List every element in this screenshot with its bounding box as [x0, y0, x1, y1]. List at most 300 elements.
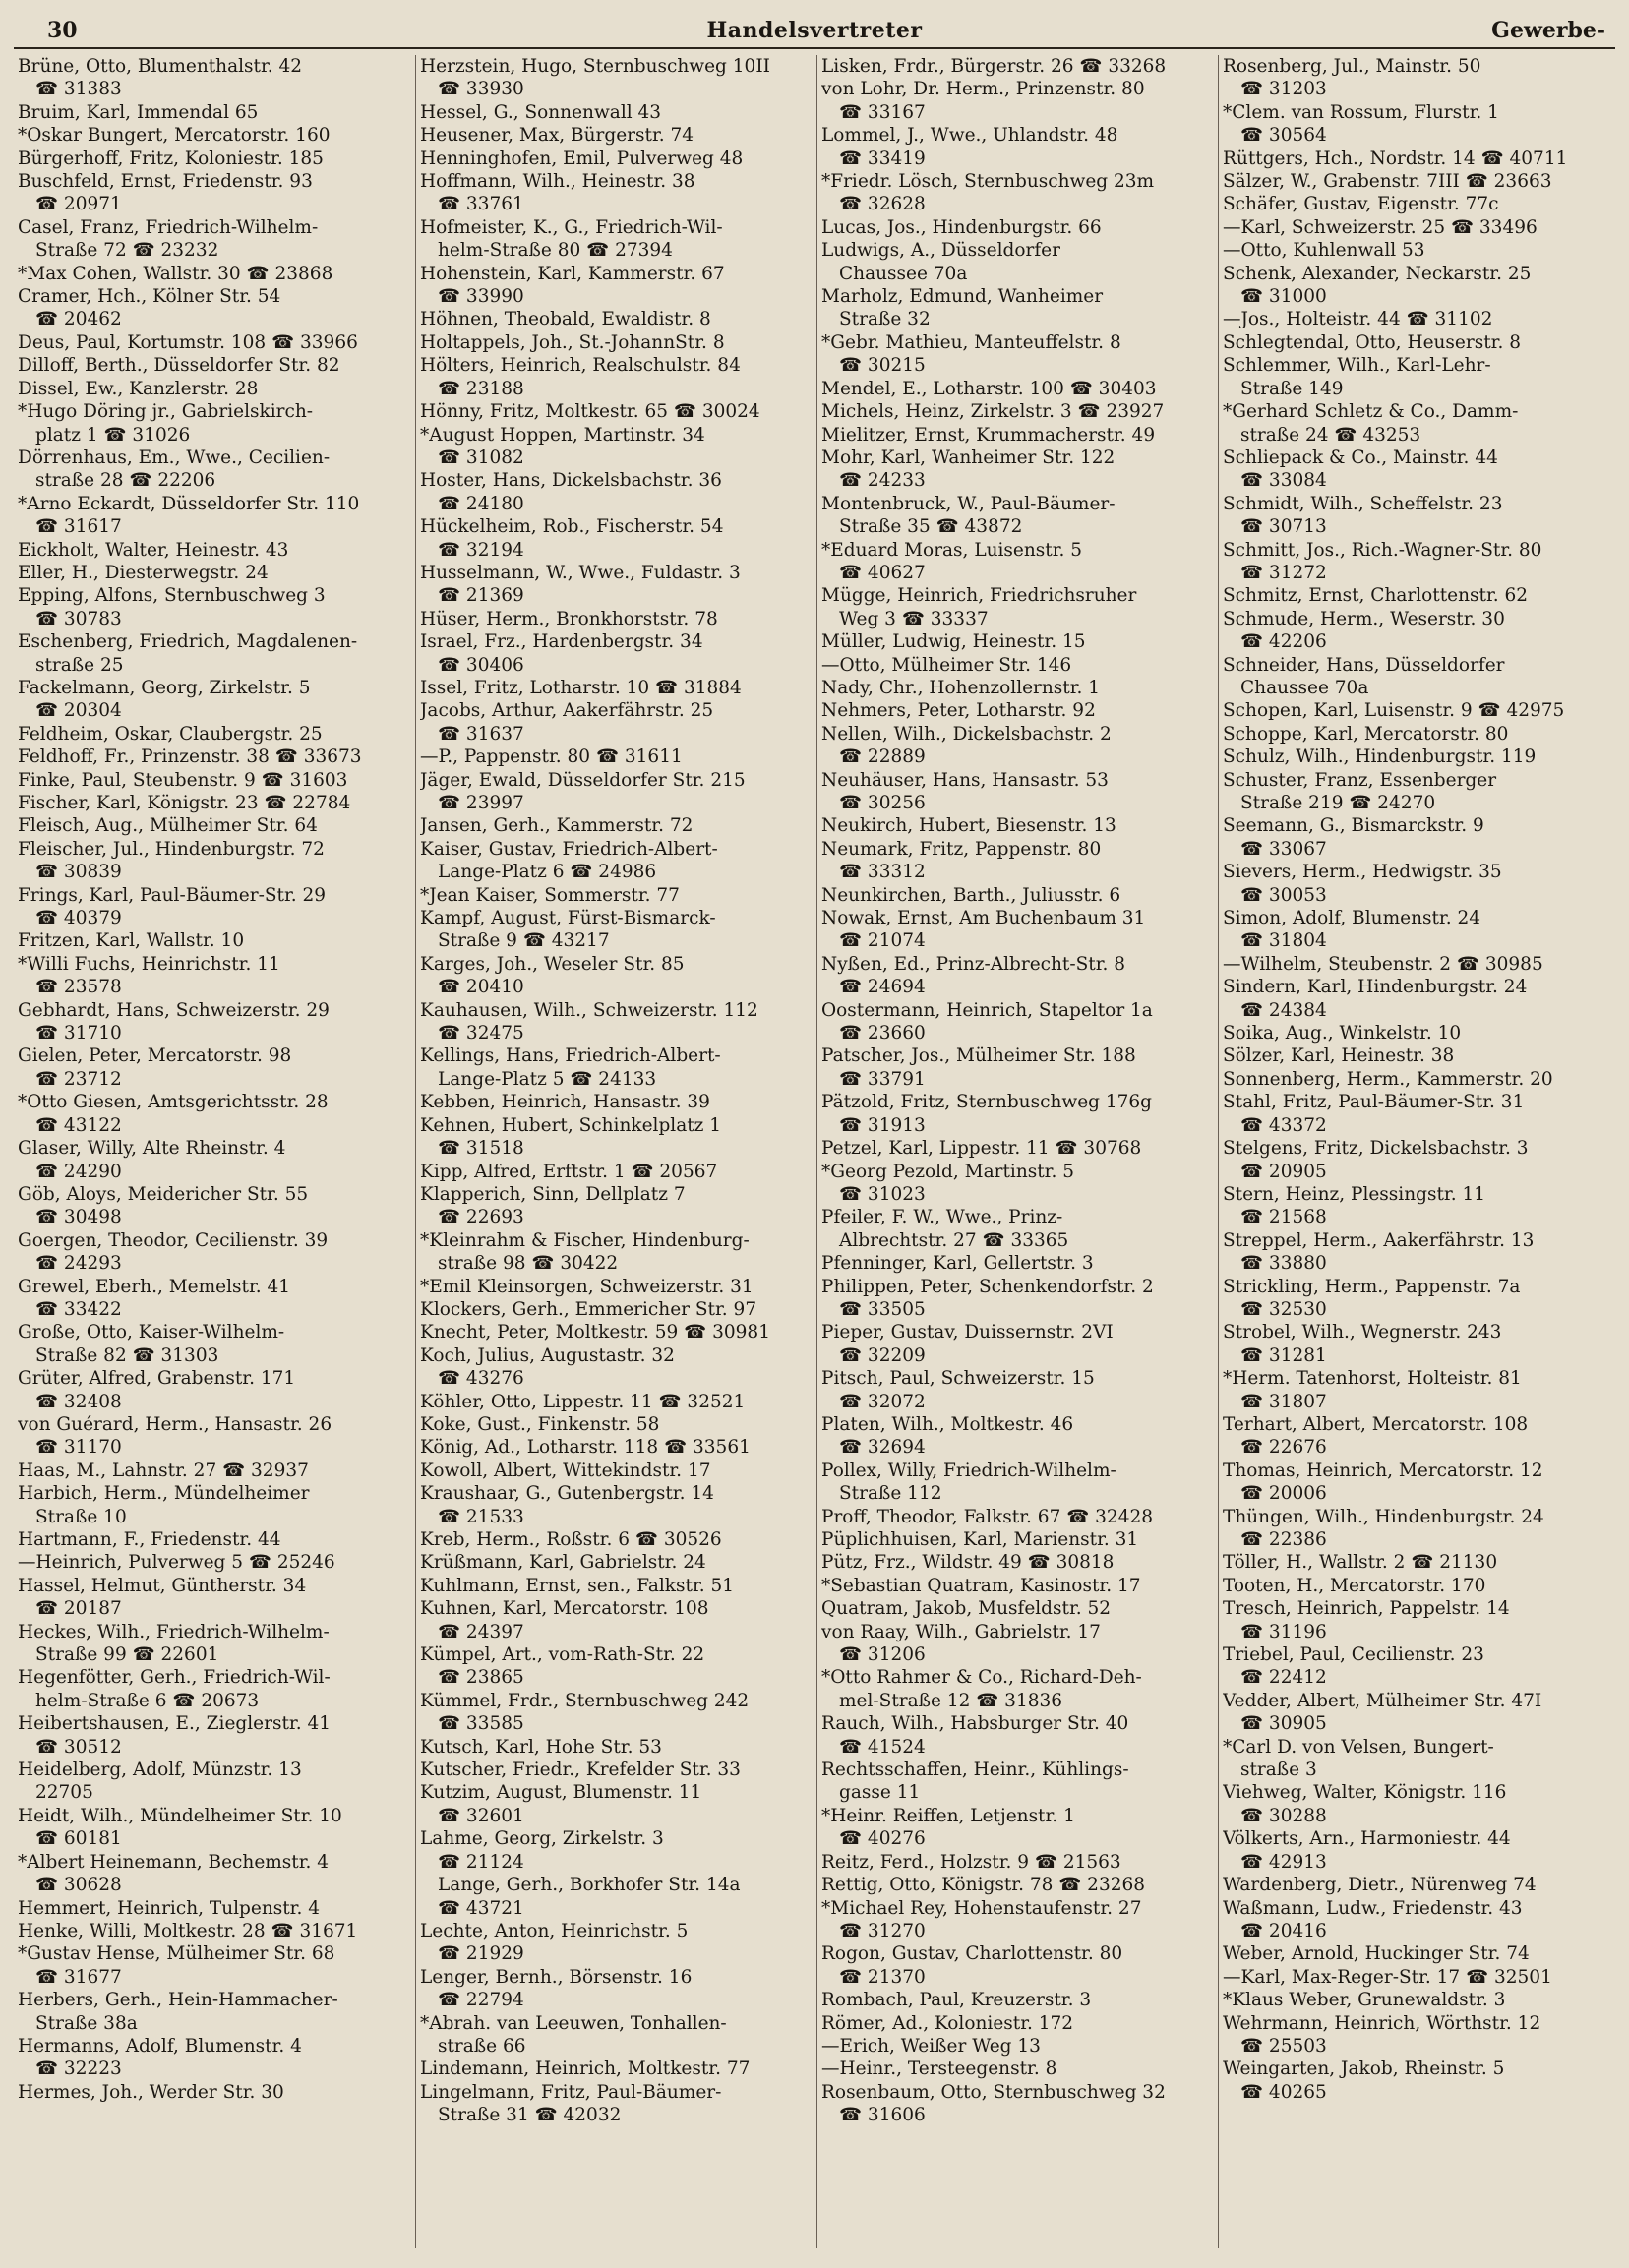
directory-line: ☎ 21370 — [839, 1966, 926, 1988]
directory-line: Lechte, Anton, Heinrichstr. 5 — [420, 1920, 689, 1941]
directory-line: ☎ 40627 — [839, 562, 926, 583]
directory-line: Hölters, Heinrich, Realschulstr. 84 — [420, 355, 741, 377]
directory-line: 22705 — [35, 1782, 93, 1804]
directory-line: Herbers, Gerh., Hein-Hammacher- — [18, 1990, 338, 2011]
directory-line: Schoppe, Karl, Mercatorstr. 80 — [1223, 723, 1509, 745]
directory-line: *Abrah. van Leeuwen, Tonhallen- — [420, 2012, 727, 2034]
column-2 — [415, 55, 811, 2248]
directory-line: ☎ 20905 — [1240, 1161, 1327, 1182]
directory-line: Henke, Willi, Moltkestr. 28 ☎ 31671 — [18, 1920, 358, 1941]
directory-line: Kipp, Alfred, Erftstr. 1 ☎ 20567 — [420, 1161, 718, 1182]
directory-line: —Wilhelm, Steubenstr. 2 ☎ 30985 — [1223, 953, 1543, 975]
directory-line: ☎ 33930 — [438, 79, 524, 100]
directory-line: ☎ 33791 — [839, 1068, 926, 1090]
directory-line: Lange-Platz 6 ☎ 24986 — [438, 862, 657, 883]
directory-line: Kellings, Hans, Friedrich-Albert- — [420, 1045, 721, 1067]
directory-line: Dilloff, Berth., Düsseldorfer Str. 82 — [18, 355, 340, 377]
directory-line: Thomas, Heinrich, Mercatorstr. 12 — [1223, 1460, 1543, 1481]
directory-line: *Heinr. Reiffen, Letjenstr. 1 — [821, 1805, 1075, 1826]
directory-line: Klockers, Gerh., Emmericher Str. 97 — [420, 1298, 757, 1320]
directory-line: ☎ 43122 — [35, 1114, 122, 1136]
directory-line: Triebel, Paul, Cecilienstr. 23 — [1223, 1644, 1484, 1666]
directory-line: Nowak, Ernst, Am Buchenbaum 31 — [821, 908, 1146, 929]
directory-line: Schopen, Karl, Luisenstr. 9 ☎ 42975 — [1223, 700, 1565, 722]
directory-line: ☎ 31518 — [438, 1138, 524, 1160]
directory-line: ☎ 40276 — [839, 1828, 926, 1850]
directory-line: Kümpel, Art., vom-Rath-Str. 22 — [420, 1644, 705, 1666]
directory-line: Reitz, Ferd., Holzstr. 9 ☎ 21563 — [821, 1851, 1121, 1873]
directory-line: —Erich, Weißer Weg 13 — [821, 2035, 1041, 2057]
directory-line: —Karl, Max-Reger-Str. 17 ☎ 32501 — [1223, 1966, 1552, 1988]
directory-line: ☎ 31807 — [1240, 1391, 1327, 1412]
directory-line: Heibertshausen, E., Zieglerstr. 41 — [18, 1713, 331, 1735]
directory-line: Straße 35 ☎ 43872 — [839, 516, 1023, 538]
directory-line: ☎ 30256 — [839, 793, 926, 813]
directory-line: Heckes, Wilh., Friedrich-Wilhelm- — [18, 1621, 330, 1642]
directory-line: Quatram, Jakob, Musfeldstr. 52 — [821, 1598, 1112, 1620]
directory-line: ☎ 43372 — [1240, 1114, 1327, 1136]
directory-line: Jansen, Gerh., Kammerstr. 72 — [420, 815, 694, 837]
directory-line: straße 98 ☎ 30422 — [438, 1253, 619, 1275]
directory-line: *Willi Fuchs, Heinrichstr. 11 — [18, 953, 280, 975]
directory-line: ☎ 22889 — [839, 746, 926, 768]
directory-line: Neukirch, Hubert, Biesenstr. 13 — [821, 815, 1116, 837]
directory-line: ☎ 32209 — [839, 1344, 926, 1366]
directory-line: Lahme, Georg, Zirkelstr. 3 — [420, 1828, 664, 1850]
directory-line: Kampf, August, Fürst-Bismarck- — [420, 908, 716, 929]
directory-line: Töller, H., Wallstr. 2 ☎ 21130 — [1223, 1552, 1498, 1574]
directory-line: Klapperich, Sinn, Dellplatz 7 — [420, 1183, 686, 1205]
directory-line: —P., Pappenstr. 80 ☎ 31611 — [420, 746, 683, 768]
directory-line: Terhart, Albert, Mercatorstr. 108 — [1223, 1413, 1529, 1435]
directory-line: Husselmann, W., Wwe., Fuldastr. 3 — [420, 562, 741, 583]
directory-line: ☎ 31281 — [1240, 1344, 1327, 1366]
directory-line: ☎ 40265 — [1240, 2081, 1327, 2103]
directory-line: Straße 32 — [839, 309, 931, 330]
directory-line: ☎ 30564 — [1240, 125, 1327, 147]
directory-line: Haas, M., Lahnstr. 27 ☎ 32937 — [18, 1460, 309, 1481]
directory-line: Weber, Arnold, Huckinger Str. 74 — [1223, 1943, 1530, 1965]
directory-line: Brüne, Otto, Blumenthalstr. 42 — [18, 56, 303, 77]
directory-line: ☎ 30628 — [35, 1875, 122, 1896]
directory-line: Hoster, Hans, Dickelsbachstr. 36 — [420, 470, 722, 492]
directory-line: Kebben, Heinrich, Hansastr. 39 — [420, 1092, 710, 1113]
directory-line: Dörrenhaus, Em., Wwe., Cecilien- — [18, 447, 331, 468]
directory-line: ☎ 30406 — [438, 654, 524, 676]
directory-line: ☎ 42206 — [1240, 631, 1327, 653]
directory-line: ☎ 24290 — [35, 1161, 122, 1182]
directory-line: Sievers, Herm., Hedwigstr. 35 — [1223, 862, 1502, 883]
directory-line: Eller, H., Diesterwegstr. 24 — [18, 562, 269, 583]
directory-line: Karges, Joh., Weseler Str. 85 — [420, 953, 685, 975]
directory-line: Kaiser, Gustav, Friedrich-Albert- — [420, 838, 718, 860]
directory-line: Chaussee 70a — [839, 263, 968, 284]
directory-line: *Herm. Tatenhorst, Holteistr. 81 — [1223, 1368, 1522, 1390]
directory-line: Fischer, Karl, Königstr. 23 ☎ 22784 — [18, 793, 351, 813]
directory-line: Püplichhuisen, Karl, Marienstr. 31 — [821, 1529, 1139, 1550]
directory-line: ☎ 24694 — [839, 977, 926, 998]
directory-line: Straße 149 — [1240, 378, 1344, 399]
directory-line: Straße 10 — [35, 1506, 127, 1527]
directory-line: Schuster, Franz, Essenberger — [1223, 769, 1497, 791]
directory-line: ☎ 20971 — [35, 194, 122, 215]
directory-line: Krüßmann, Karl, Gabrielstr. 24 — [420, 1552, 706, 1574]
directory-line: Kraushaar, G., Gutenbergstr. 14 — [420, 1483, 714, 1505]
directory-line: ☎ 32628 — [839, 194, 926, 215]
directory-line: Lenger, Bernh., Börsenstr. 16 — [420, 1966, 693, 1988]
directory-line: ☎ 20187 — [35, 1598, 122, 1620]
directory-line: Straße 82 ☎ 31303 — [35, 1344, 219, 1366]
directory-line: Oostermann, Heinrich, Stapeltor 1a — [821, 999, 1153, 1021]
directory-line: Neunkirchen, Barth., Juliusstr. 6 — [821, 884, 1121, 906]
directory-line: Rombach, Paul, Kreuzerstr. 3 — [821, 1990, 1092, 2011]
directory-line: von Raay, Wilh., Gabrielstr. 17 — [821, 1621, 1101, 1642]
directory-line: *Jean Kaiser, Sommerstr. 77 — [420, 884, 680, 906]
directory-line: Grewel, Eberh., Memelstr. 41 — [18, 1276, 291, 1297]
directory-line: Mügge, Heinrich, Friedrichsruher — [821, 585, 1137, 607]
directory-line: Kuhlmann, Ernst, sen., Falkstr. 51 — [420, 1575, 735, 1596]
directory-line: Hassel, Helmut, Güntherstr. 34 — [18, 1575, 307, 1596]
directory-line: *Clem. van Rossum, Flurstr. 1 — [1223, 101, 1499, 123]
directory-line: ☎ 31206 — [839, 1644, 926, 1666]
directory-line: Frings, Karl, Paul-Bäumer-Str. 29 — [18, 884, 327, 906]
directory-line: ☎ 33761 — [438, 194, 524, 215]
directory-line: Kowoll, Albert, Wittekindstr. 17 — [420, 1460, 711, 1481]
directory-line: Hermes, Joh., Werder Str. 30 — [18, 2081, 284, 2103]
directory-line: ☎ 21568 — [1240, 1207, 1327, 1228]
directory-line: Straße 31 ☎ 42032 — [438, 2105, 622, 2126]
directory-line: Philippen, Peter, Schenkendorfstr. 2 — [821, 1276, 1154, 1297]
directory-line: Hofmeister, K., G., Friedrich-Wil- — [420, 216, 723, 238]
directory-line: ☎ 33419 — [839, 148, 926, 169]
directory-line: Vedder, Albert, Mülheimer Str. 47I — [1223, 1690, 1542, 1711]
directory-line: ☎ 24397 — [438, 1621, 524, 1642]
directory-line: ☎ 23712 — [35, 1068, 122, 1090]
directory-line: Hoffmann, Wilh., Heinestr. 38 — [420, 171, 695, 193]
directory-line: ☎ 22412 — [1240, 1667, 1327, 1689]
directory-line: Bruim, Karl, Immendal 65 — [18, 101, 259, 123]
directory-line: Petzel, Karl, Lippestr. 11 ☎ 30768 — [821, 1138, 1142, 1160]
directory-line: Schmitz, Ernst, Charlottenstr. 62 — [1223, 585, 1529, 607]
directory-line: Wardenberg, Dietr., Nürenweg 74 — [1223, 1875, 1537, 1896]
directory-line: Pitsch, Paul, Schweizerstr. 15 — [821, 1368, 1095, 1390]
directory-line: *Otto Rahmer & Co., Richard-Deh- — [821, 1667, 1142, 1689]
directory-line: *Friedr. Lösch, Sternbuschweg 23m — [821, 171, 1155, 193]
directory-line: Gebhardt, Hans, Schweizerstr. 29 — [18, 999, 330, 1021]
directory-line: ☎ 32223 — [35, 2059, 122, 2080]
directory-line: Jacobs, Arthur, Aakerfährstr. 25 — [420, 700, 714, 722]
directory-line: Pollex, Willy, Friedrich-Wilhelm- — [821, 1460, 1116, 1481]
directory-line: Rosenbaum, Otto, Sternbuschweg 32 — [821, 2081, 1166, 2103]
directory-line: Tooten, H., Mercatorstr. 170 — [1223, 1575, 1486, 1596]
directory-line: Deus, Paul, Kortumstr. 108 ☎ 33966 — [18, 331, 358, 353]
directory-line: ☎ 31000 — [1240, 286, 1327, 308]
directory-line: Schmidt, Wilh., Scheffelstr. 23 — [1223, 493, 1503, 514]
directory-line: Buschfeld, Ernst, Friedenstr. 93 — [18, 171, 313, 193]
directory-line: mel-Straße 12 ☎ 31836 — [839, 1690, 1063, 1711]
directory-line: ☎ 31023 — [839, 1183, 926, 1205]
directory-line: ☎ 23578 — [35, 977, 122, 998]
directory-line: ☎ 42913 — [1240, 1851, 1327, 1873]
directory-line: Nady, Chr., Hohenzollernstr. 1 — [821, 677, 1101, 698]
directory-line: Rauch, Wilh., Habsburger Str. 40 — [821, 1713, 1129, 1735]
directory-line: *Emil Kleinsorgen, Schweizerstr. 31 — [420, 1276, 754, 1297]
directory-line: ☎ 23188 — [438, 378, 524, 399]
directory-line: Koch, Julius, Augustastr. 32 — [420, 1344, 675, 1366]
directory-line: Müller, Ludwig, Heinestr. 15 — [821, 631, 1086, 653]
directory-line: Hönny, Fritz, Moltkestr. 65 ☎ 30024 — [420, 401, 760, 423]
directory-line: Eickholt, Walter, Heinestr. 43 — [18, 539, 289, 561]
directory-line: Jäger, Ewald, Düsseldorfer Str. 215 — [420, 769, 746, 791]
directory-line: ☎ 33167 — [839, 101, 926, 123]
directory-line: Rechtsschaffen, Heinr., Kühlings- — [821, 1760, 1129, 1781]
directory-line: helm-Straße 80 ☎ 27394 — [438, 240, 673, 262]
directory-line: Montenbruck, W., Paul-Bäumer- — [821, 493, 1116, 514]
column-4 — [1218, 55, 1613, 2248]
directory-line: Goergen, Theodor, Cecilienstr. 39 — [18, 1229, 329, 1251]
directory-line: ☎ 21124 — [438, 1851, 524, 1873]
directory-line: Große, Otto, Kaiser-Wilhelm- — [18, 1322, 285, 1343]
directory-line: ☎ 40379 — [35, 908, 122, 929]
directory-line: König, Ad., Lotharstr. 118 ☎ 33561 — [420, 1437, 751, 1459]
directory-line: ☎ 33067 — [1240, 838, 1327, 860]
directory-line: Casel, Franz, Friedrich-Wilhelm- — [18, 216, 319, 238]
directory-line: Sälzer, W., Grabenstr. 7III ☎ 23663 — [1223, 171, 1552, 193]
directory-line: Proff, Theodor, Falkstr. 67 ☎ 32428 — [821, 1506, 1154, 1527]
page-number: 30 — [47, 18, 78, 43]
directory-line: Fleisch, Aug., Mülheimer Str. 64 — [18, 815, 318, 837]
directory-line: Fackelmann, Georg, Zirkelstr. 5 — [18, 677, 311, 698]
directory-line: Feldheim, Oskar, Claubergstr. 25 — [18, 723, 323, 745]
directory-line: Straße 219 ☎ 24270 — [1240, 793, 1436, 813]
directory-line: Feldhoff, Fr., Prinzenstr. 38 ☎ 33673 — [18, 746, 362, 768]
directory-line: straße 66 — [438, 2035, 526, 2057]
directory-line: ☎ 31677 — [35, 1966, 122, 1988]
directory-line: Weingarten, Jakob, Rheinstr. 5 — [1223, 2059, 1505, 2080]
directory-line: Dissel, Ew., Kanzlerstr. 28 — [18, 378, 259, 399]
directory-line: Höhnen, Theobald, Ewaldistr. 8 — [420, 309, 711, 330]
directory-line: Cramer, Hch., Kölner Str. 54 — [18, 286, 281, 308]
directory-line: von Lohr, Dr. Herm., Prinzenstr. 80 — [821, 79, 1145, 100]
directory-line: von Guérard, Herm., Hansastr. 26 — [18, 1413, 332, 1435]
directory-line: ☎ 22693 — [438, 1207, 524, 1228]
directory-line: Strickling, Herm., Pappenstr. 7a — [1223, 1276, 1521, 1297]
directory-line: ☎ 31270 — [839, 1920, 926, 1941]
directory-line: Lucas, Jos., Hindenburgstr. 66 — [821, 216, 1102, 238]
directory-line: Koke, Gust., Finkenstr. 58 — [420, 1413, 660, 1435]
directory-line: *Albert Heinemann, Bechemstr. 4 — [18, 1851, 330, 1873]
directory-line: Sonnenberg, Herm., Kammerstr. 20 — [1223, 1068, 1553, 1090]
directory-line: Rosenberg, Jul., Mainstr. 50 — [1223, 56, 1481, 77]
directory-line: Nehmers, Peter, Lotharstr. 92 — [821, 700, 1096, 722]
directory-line: ☎ 22386 — [1240, 1529, 1327, 1550]
directory-line: Weg 3 ☎ 33337 — [839, 608, 989, 629]
directory-line: *Georg Pezold, Martinstr. 5 — [821, 1161, 1075, 1182]
directory-line: ☎ 31606 — [839, 2105, 926, 2126]
directory-line: *August Hoppen, Martinstr. 34 — [420, 424, 705, 446]
directory-line: ☎ 33505 — [839, 1298, 926, 1320]
directory-line: ☎ 43276 — [438, 1368, 524, 1390]
directory-line: ☎ 21074 — [839, 930, 926, 952]
directory-line: ☎ 23660 — [839, 1023, 926, 1044]
directory-line: *Otto Giesen, Amtsgerichtsstr. 28 — [18, 1092, 329, 1113]
directory-line: ☎ 31203 — [1240, 79, 1327, 100]
directory-line: ☎ 31637 — [438, 723, 524, 745]
directory-line: ☎ 24233 — [839, 470, 926, 492]
directory-line: ☎ 23865 — [438, 1667, 524, 1689]
directory-line: Lingelmann, Fritz, Paul-Bäumer- — [420, 2081, 722, 2103]
directory-line: Thüngen, Wilh., Hindenburgstr. 24 — [1223, 1506, 1544, 1527]
directory-line: Straße 112 — [839, 1483, 942, 1505]
directory-line: Stahl, Fritz, Paul-Bäumer-Str. 31 — [1223, 1092, 1525, 1113]
directory-line: Eschenberg, Friedrich, Magdalenen- — [18, 631, 358, 653]
directory-line: Strobel, Wilh., Wegnerstr. 243 — [1223, 1322, 1502, 1343]
directory-line: Schmude, Herm., Weserstr. 30 — [1223, 608, 1505, 629]
directory-line: ☎ 32194 — [438, 539, 524, 561]
directory-line: Albrechtstr. 27 ☎ 33365 — [839, 1229, 1069, 1251]
directory-line: platz 1 ☎ 31026 — [35, 424, 191, 446]
directory-line: Pütz, Frz., Wildstr. 49 ☎ 30818 — [821, 1552, 1115, 1574]
directory-line: *Oskar Bungert, Mercatorstr. 160 — [18, 125, 331, 147]
directory-line: ☎ 24293 — [35, 1253, 122, 1275]
directory-line: ☎ 30215 — [839, 355, 926, 377]
directory-line: ☎ 24384 — [1240, 999, 1327, 1021]
columns — [14, 55, 1615, 2248]
directory-line: Mendel, E., Lotharstr. 100 ☎ 30403 — [821, 378, 1157, 399]
directory-line: Holtappels, Joh., St.-JohannStr. 8 — [420, 331, 725, 353]
directory-line: *Sebastian Quatram, Kasinostr. 17 — [821, 1575, 1141, 1596]
directory-line: Straße 9 ☎ 43217 — [438, 930, 610, 952]
directory-line: Ludwigs, A., Düsseldorfer — [821, 240, 1060, 262]
directory-line: —Otto, Kuhlenwall 53 — [1223, 240, 1425, 262]
directory-line: ☎ 32475 — [438, 1023, 524, 1044]
directory-line: Kutscher, Friedr., Krefelder Str. 33 — [420, 1760, 741, 1781]
directory-line: *Kleinrahm & Fischer, Hindenburg- — [420, 1229, 750, 1251]
directory-line: —Heinr., Tersteegenstr. 8 — [821, 2059, 1057, 2080]
directory-line: ☎ 20304 — [35, 700, 122, 722]
directory-line: Grüter, Alfred, Grabenstr. 171 — [18, 1368, 296, 1390]
directory-line: ☎ 33422 — [35, 1298, 122, 1320]
directory-line: Pieper, Gustav, Duissernstr. 2VI — [821, 1322, 1114, 1343]
directory-line: Lommel, J., Wwe., Uhlandstr. 48 — [821, 125, 1118, 147]
directory-line: *Gerhard Schletz & Co., Damm- — [1223, 401, 1519, 423]
directory-line: ☎ 33585 — [438, 1713, 524, 1735]
directory-line: ☎ 20416 — [1240, 1920, 1327, 1941]
directory-line: *Arno Eckardt, Düsseldorfer Str. 110 — [18, 493, 360, 514]
directory-line: ☎ 43721 — [438, 1897, 524, 1919]
directory-line: Heidelberg, Adolf, Münzstr. 13 — [18, 1760, 302, 1781]
directory-line: Wehrmann, Heinrich, Wörthstr. 12 — [1223, 2012, 1541, 2034]
directory-line: Hohenstein, Karl, Kammerstr. 67 — [420, 263, 725, 284]
directory-line: Schlemmer, Wilh., Karl-Lehr- — [1223, 355, 1491, 377]
directory-line: straße 24 ☎ 43253 — [1240, 424, 1421, 446]
directory-line: Mielitzer, Ernst, Krummacherstr. 49 — [821, 424, 1156, 446]
directory-line: straße 25 — [35, 654, 124, 676]
directory-line: Rettig, Otto, Königstr. 78 ☎ 23268 — [821, 1875, 1146, 1896]
directory-line: straße 3 — [1240, 1760, 1317, 1781]
directory-line: ☎ 31082 — [438, 447, 524, 468]
directory-line: Lisken, Frdr., Bürgerstr. 26 ☎ 33268 — [821, 56, 1167, 77]
directory-line: ☎ 32408 — [35, 1391, 122, 1412]
directory-line: Hemmert, Heinrich, Tulpenstr. 4 — [18, 1897, 321, 1919]
directory-line: Göb, Aloys, Meidericher Str. 55 — [18, 1183, 309, 1205]
directory-line: —Karl, Schweizerstr. 25 ☎ 33496 — [1223, 216, 1538, 238]
directory-line: Hückelheim, Rob., Fischerstr. 54 — [420, 516, 724, 538]
directory-line: ☎ 21369 — [438, 585, 524, 607]
directory-line: Israel, Frz., Hardenbergstr. 34 — [420, 631, 703, 653]
directory-line: Waßmann, Ludw., Friedenstr. 43 — [1223, 1897, 1523, 1919]
directory-line: ☎ 20006 — [1240, 1483, 1327, 1505]
directory-line: Hüser, Herm., Bronkhorststr. 78 — [420, 608, 718, 629]
directory-line: ☎ 22676 — [1240, 1437, 1327, 1459]
directory-line: ☎ 31383 — [35, 79, 122, 100]
directory-line: Schenk, Alexander, Neckarstr. 25 — [1223, 263, 1532, 284]
directory-line: Heusener, Max, Bürgerstr. 74 — [420, 125, 694, 147]
directory-line: Kutsch, Karl, Hohe Str. 53 — [420, 1736, 662, 1758]
directory-line: Nyßen, Ed., Prinz-Albrecht-Str. 8 — [821, 953, 1126, 975]
directory-line: Völkerts, Arn., Harmoniestr. 44 — [1223, 1828, 1511, 1850]
directory-line: Lange, Gerh., Borkhofer Str. 14a — [438, 1875, 741, 1896]
directory-line: Rüttgers, Hch., Nordstr. 14 ☎ 40711 — [1223, 148, 1568, 169]
directory-line: ☎ 32072 — [839, 1391, 926, 1412]
directory-line: Fleischer, Jul., Hindenburgstr. 72 — [18, 838, 325, 860]
directory-line: ☎ 23997 — [438, 793, 524, 813]
directory-line: Kehnen, Hubert, Schinkelplatz 1 — [420, 1114, 722, 1136]
directory-line: Lindemann, Heinrich, Moltkestr. 77 — [420, 2059, 751, 2080]
directory-line: Straße 99 ☎ 22601 — [35, 1644, 219, 1666]
directory-line: Schlegtendal, Otto, Heuserstr. 8 — [1223, 331, 1521, 353]
directory-line: straße 28 ☎ 22206 — [35, 470, 216, 492]
directory-line: *Hugo Döring jr., Gabrielskirch- — [18, 401, 313, 423]
directory-line: ☎ 41524 — [839, 1736, 926, 1758]
directory-line: Kuhnen, Karl, Mercatorstr. 108 — [420, 1598, 709, 1620]
directory-line: *Max Cohen, Wallstr. 30 ☎ 23868 — [18, 263, 333, 284]
column-3 — [816, 55, 1212, 2248]
directory-line: Nellen, Wilh., Dickelsbachstr. 2 — [821, 723, 1112, 745]
directory-line: Römer, Ad., Koloniestr. 172 — [821, 2012, 1074, 2034]
directory-line: Schäfer, Gustav, Eigenstr. 77c — [1223, 194, 1499, 215]
directory-line: Straße 72 ☎ 23232 — [35, 240, 219, 262]
directory-line: Glaser, Willy, Alte Rheinstr. 4 — [18, 1138, 286, 1160]
directory-line: Epping, Alfons, Sternbuschweg 3 — [18, 585, 326, 607]
directory-line: Sindern, Karl, Hindenburgstr. 24 — [1223, 977, 1528, 998]
directory-line: Patscher, Jos., Mülheimer Str. 188 — [821, 1045, 1136, 1067]
running-head: Gewerbe- — [1491, 18, 1605, 43]
directory-line: Heidt, Wilh., Mündelheimer Str. 10 — [18, 1805, 342, 1826]
directory-line: ☎ 22794 — [438, 1990, 524, 2011]
directory-line: ☎ 30905 — [1240, 1713, 1327, 1735]
directory-line: Viehweg, Walter, Königstr. 116 — [1223, 1782, 1507, 1804]
directory-line: Kauhausen, Wilh., Schweizerstr. 112 — [420, 999, 758, 1021]
directory-line: Platen, Wilh., Moltkestr. 46 — [821, 1413, 1074, 1435]
directory-line: —Otto, Mülheimer Str. 146 — [821, 654, 1072, 676]
directory-line: Schliepack & Co., Mainstr. 44 — [1223, 447, 1498, 468]
directory-line: Soika, Aug., Winkelstr. 10 — [1223, 1023, 1462, 1044]
directory-line: —Jos., Holteistr. 44 ☎ 31102 — [1223, 309, 1493, 330]
directory-line: ☎ 30512 — [35, 1736, 122, 1758]
directory-line: ☎ 32694 — [839, 1437, 926, 1459]
directory-line: ☎ 33880 — [1240, 1253, 1327, 1275]
directory-line: Bürgerhoff, Fritz, Koloniestr. 185 — [18, 148, 324, 169]
directory-line: Kutzim, August, Blumenstr. 11 — [420, 1782, 702, 1804]
directory-line: ☎ 31913 — [839, 1114, 926, 1136]
directory-line: helm-Straße 6 ☎ 20673 — [35, 1690, 260, 1711]
directory-line: ☎ 30713 — [1240, 516, 1327, 538]
directory-line: Köhler, Otto, Lippestr. 11 ☎ 32521 — [420, 1391, 746, 1412]
directory-line: Neuhäuser, Hans, Hansastr. 53 — [821, 769, 1109, 791]
directory-line: Issel, Fritz, Lotharstr. 10 ☎ 31884 — [420, 677, 742, 698]
directory-line: Knecht, Peter, Moltkestr. 59 ☎ 30981 — [420, 1322, 770, 1343]
